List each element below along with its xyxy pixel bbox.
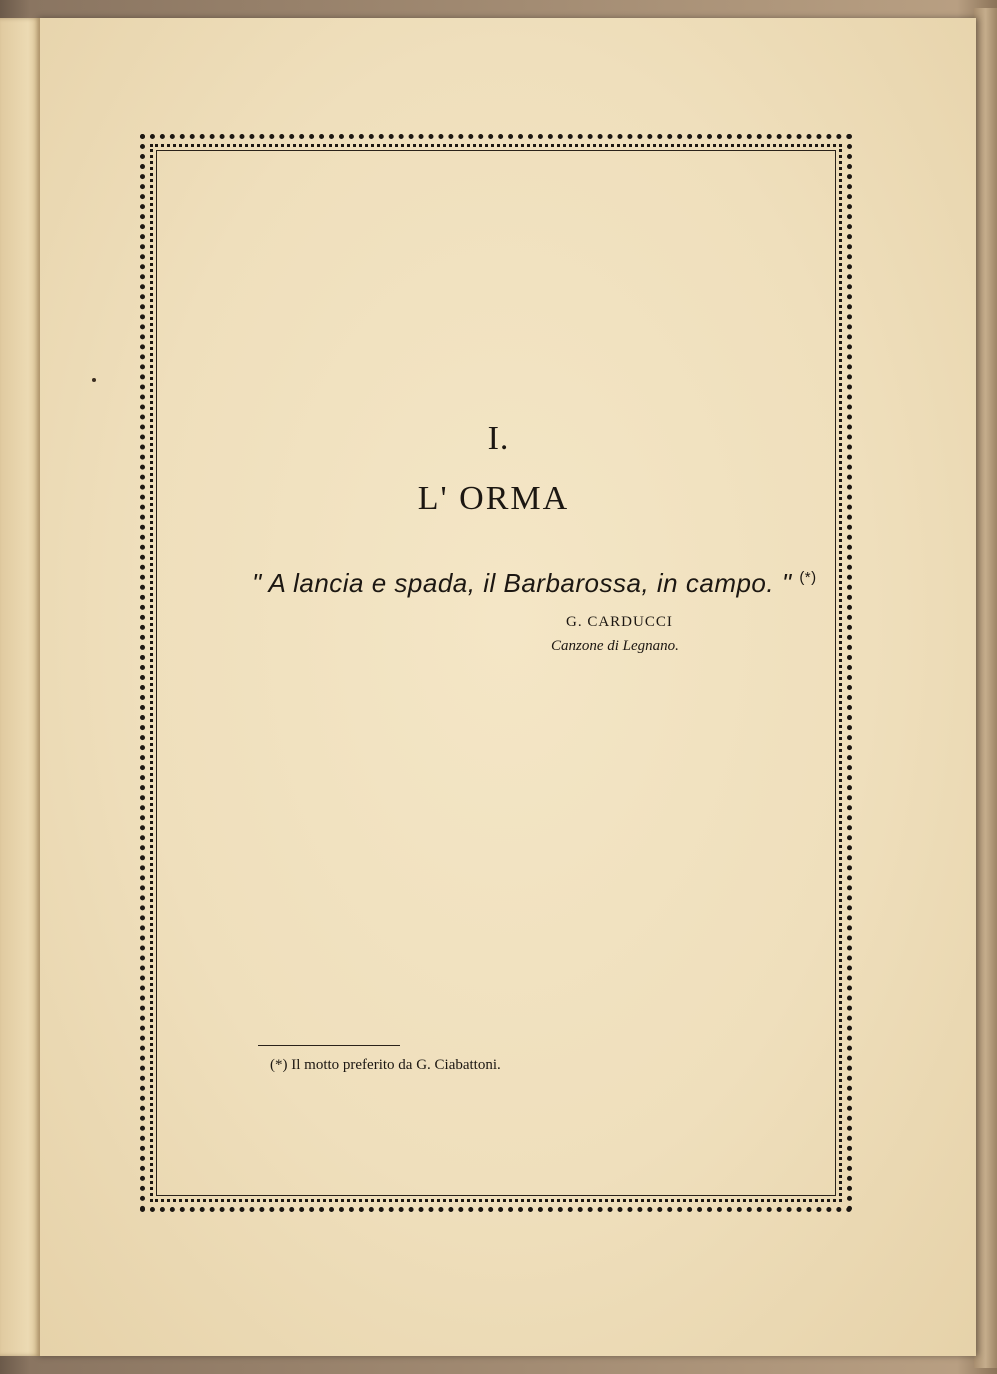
epigraph-author: G. CARDUCCI: [566, 614, 673, 630]
chapter-title: L' ORMA: [417, 480, 570, 517]
footnote-marker: (*): [799, 569, 817, 586]
epigraph-text: " A lancia e spada, il Barbarossa, in campo. ": [252, 568, 792, 598]
cover-right-edge: [974, 8, 997, 1368]
left-page-edge: [0, 18, 40, 1356]
epigraph-source: Canzone di Legnano.: [551, 638, 679, 654]
chapter-number: I.: [487, 420, 510, 457]
footnote-rule: [258, 1045, 400, 1046]
epigraph-quote: [252, 568, 817, 599]
ink-speck: [92, 378, 96, 382]
decorative-border-rule: [156, 150, 836, 1196]
footnote: (*) Il motto preferito da G. Ciabattoni.: [270, 1057, 501, 1073]
